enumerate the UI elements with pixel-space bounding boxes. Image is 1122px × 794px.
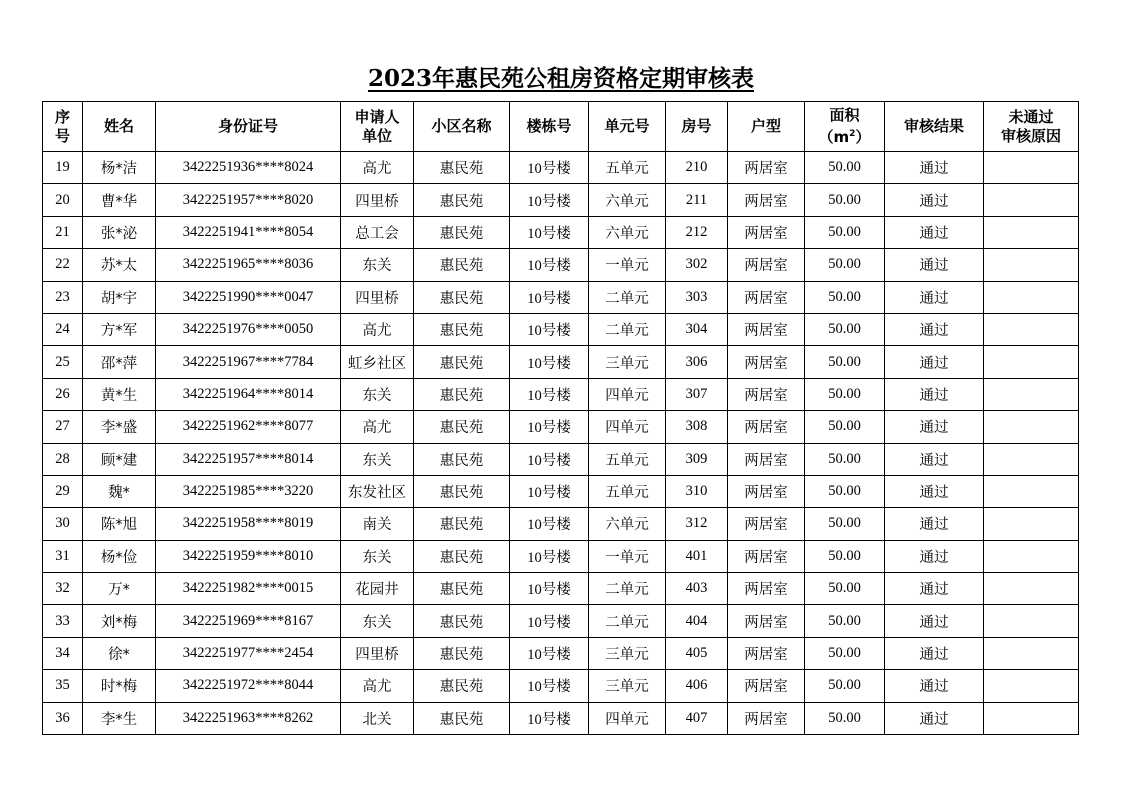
cell-reason (984, 378, 1079, 410)
cell-community: 惠民苑 (414, 249, 510, 281)
table-row (43, 411, 1079, 443)
cell-unit-no: 五单元 (589, 475, 666, 507)
cell-result: 通过 (885, 249, 984, 281)
page-title: 2023年惠民苑公租房资格定期审核表 (367, 65, 754, 92)
cell-unit-no: 二单元 (589, 281, 666, 313)
cell-result: 通过 (885, 346, 984, 378)
cell-room: 405 (666, 637, 728, 669)
cell-building: 10号楼 (510, 443, 589, 475)
cell-applicant-unit: 北关 (341, 702, 414, 734)
cell-seq: 33 (43, 605, 83, 637)
cell-area: 50.00 (805, 475, 885, 507)
cell-applicant-unit: 四里桥 (341, 184, 414, 216)
cell-seq: 21 (43, 216, 83, 248)
cell-reason (984, 605, 1079, 637)
cell-name: 张*泌 (83, 216, 156, 248)
cell-room: 401 (666, 540, 728, 572)
cell-result: 通过 (885, 216, 984, 248)
cell-area: 50.00 (805, 605, 885, 637)
table-row (43, 637, 1079, 669)
cell-room: 211 (666, 184, 728, 216)
table-row (43, 152, 1079, 184)
header-area: 面积 $(m^2)$ (805, 102, 885, 152)
cell-reason (984, 216, 1079, 248)
cell-type: 两居室 (728, 152, 805, 184)
cell-building: 10号楼 (510, 281, 589, 313)
table-row (43, 443, 1079, 475)
cell-applicant-unit: 高尤 (341, 313, 414, 345)
cell-building: 10号楼 (510, 216, 589, 248)
cell-seq: 28 (43, 443, 83, 475)
cell-applicant-unit: 高尤 (341, 152, 414, 184)
cell-building: 10号楼 (510, 313, 589, 345)
cell-id: 3422251941****8054 (156, 216, 341, 248)
table-row (43, 313, 1079, 345)
cell-building: 10号楼 (510, 702, 589, 734)
cell-result: 通过 (885, 573, 984, 605)
cell-name: 魏* (83, 475, 156, 507)
cell-room: 310 (666, 475, 728, 507)
header-reason: 未通过 审核原因 (984, 102, 1079, 152)
cell-seq: 32 (43, 573, 83, 605)
cell-type: 两居室 (728, 249, 805, 281)
cell-result: 通过 (885, 378, 984, 410)
cell-building: 10号楼 (510, 378, 589, 410)
cell-result: 通过 (885, 605, 984, 637)
cell-id: 3422251990****0047 (156, 281, 341, 313)
cell-seq: 20 (43, 184, 83, 216)
cell-reason (984, 702, 1079, 734)
cell-result: 通过 (885, 443, 984, 475)
cell-reason (984, 313, 1079, 345)
cell-result: 通过 (885, 670, 984, 702)
table-row (43, 475, 1079, 507)
cell-applicant-unit: 总工会 (341, 216, 414, 248)
cell-community: 惠民苑 (414, 605, 510, 637)
cell-id: 3422251985****3220 (156, 475, 341, 507)
cell-building: 10号楼 (510, 540, 589, 572)
header-result: 审核结果 (885, 102, 984, 152)
cell-type: 两居室 (728, 443, 805, 475)
cell-type: 两居室 (728, 670, 805, 702)
cell-id: 3422251969****8167 (156, 605, 341, 637)
cell-unit-no: 五单元 (589, 443, 666, 475)
cell-result: 通过 (885, 475, 984, 507)
cell-community: 惠民苑 (414, 508, 510, 540)
cell-area: 50.00 (805, 540, 885, 572)
cell-reason (984, 508, 1079, 540)
cell-name: 曹*华 (83, 184, 156, 216)
cell-id: 3422251977****2454 (156, 637, 341, 669)
cell-applicant-unit: 虹乡社区 (341, 346, 414, 378)
cell-room: 312 (666, 508, 728, 540)
cell-unit-no: 四单元 (589, 702, 666, 734)
cell-area: 50.00 (805, 702, 885, 734)
cell-seq: 29 (43, 475, 83, 507)
cell-seq: 26 (43, 378, 83, 410)
cell-area: 50.00 (805, 670, 885, 702)
cell-seq: 27 (43, 411, 83, 443)
cell-unit-no: 三单元 (589, 670, 666, 702)
header-name: 姓名 (83, 102, 156, 152)
cell-result: 通过 (885, 702, 984, 734)
cell-name: 杨*俭 (83, 540, 156, 572)
cell-name: 时*梅 (83, 670, 156, 702)
cell-id: 3422251936****8024 (156, 152, 341, 184)
cell-reason (984, 637, 1079, 669)
cell-building: 10号楼 (510, 346, 589, 378)
cell-room: 407 (666, 702, 728, 734)
cell-name: 邵*萍 (83, 346, 156, 378)
cell-type: 两居室 (728, 508, 805, 540)
cell-community: 惠民苑 (414, 637, 510, 669)
cell-id: 3422251957****8014 (156, 443, 341, 475)
table-row (43, 281, 1079, 313)
cell-type: 两居室 (728, 637, 805, 669)
cell-community: 惠民苑 (414, 346, 510, 378)
cell-applicant-unit: 东发社区 (341, 475, 414, 507)
table-row (43, 378, 1079, 410)
cell-community: 惠民苑 (414, 313, 510, 345)
cell-name: 徐* (83, 637, 156, 669)
cell-building: 10号楼 (510, 605, 589, 637)
header-row (43, 102, 1079, 152)
cell-area: 50.00 (805, 346, 885, 378)
cell-name: 李*盛 (83, 411, 156, 443)
cell-type: 两居室 (728, 378, 805, 410)
cell-area: 50.00 (805, 152, 885, 184)
cell-type: 两居室 (728, 313, 805, 345)
cell-unit-no: 一单元 (589, 540, 666, 572)
cell-community: 惠民苑 (414, 184, 510, 216)
cell-id: 3422251959****8010 (156, 540, 341, 572)
cell-applicant-unit: 四里桥 (341, 637, 414, 669)
cell-type: 两居室 (728, 605, 805, 637)
header-applicant-unit: 申请人 单位 (341, 102, 414, 152)
cell-area: 50.00 (805, 184, 885, 216)
cell-name: 苏*太 (83, 249, 156, 281)
cell-community: 惠民苑 (414, 475, 510, 507)
cell-result: 通过 (885, 508, 984, 540)
cell-building: 10号楼 (510, 670, 589, 702)
cell-id: 3422251962****8077 (156, 411, 341, 443)
cell-seq: 35 (43, 670, 83, 702)
cell-applicant-unit: 南关 (341, 508, 414, 540)
table-row (43, 249, 1079, 281)
cell-unit-no: 四单元 (589, 411, 666, 443)
cell-reason (984, 540, 1079, 572)
cell-result: 通过 (885, 540, 984, 572)
cell-id: 3422251972****8044 (156, 670, 341, 702)
cell-building: 10号楼 (510, 152, 589, 184)
cell-result: 通过 (885, 281, 984, 313)
cell-unit-no: 二单元 (589, 605, 666, 637)
cell-room: 303 (666, 281, 728, 313)
cell-seq: 34 (43, 637, 83, 669)
header-building: 楼栋号 (510, 102, 589, 152)
cell-building: 10号楼 (510, 637, 589, 669)
header-id: 身份证号 (156, 102, 341, 152)
review-table (42, 101, 1079, 735)
cell-seq: 19 (43, 152, 83, 184)
cell-room: 210 (666, 152, 728, 184)
cell-reason (984, 281, 1079, 313)
table-row (43, 573, 1079, 605)
cell-type: 两居室 (728, 702, 805, 734)
cell-reason (984, 346, 1079, 378)
cell-applicant-unit: 东关 (341, 605, 414, 637)
table-row (43, 605, 1079, 637)
table-row (43, 702, 1079, 734)
cell-community: 惠民苑 (414, 411, 510, 443)
cell-applicant-unit: 东关 (341, 443, 414, 475)
cell-result: 通过 (885, 152, 984, 184)
cell-room: 404 (666, 605, 728, 637)
cell-reason (984, 411, 1079, 443)
cell-reason (984, 152, 1079, 184)
cell-unit-no: 二单元 (589, 313, 666, 345)
cell-applicant-unit: 东关 (341, 249, 414, 281)
cell-unit-no: 六单元 (589, 184, 666, 216)
cell-area: 50.00 (805, 216, 885, 248)
cell-seq: 22 (43, 249, 83, 281)
cell-id: 3422251963****8262 (156, 702, 341, 734)
cell-building: 10号楼 (510, 573, 589, 605)
header-seq: 序 号 (43, 102, 83, 152)
cell-type: 两居室 (728, 346, 805, 378)
cell-community: 惠民苑 (414, 573, 510, 605)
cell-area: 50.00 (805, 411, 885, 443)
cell-area: 50.00 (805, 637, 885, 669)
cell-room: 308 (666, 411, 728, 443)
cell-seq: 36 (43, 702, 83, 734)
cell-building: 10号楼 (510, 508, 589, 540)
cell-reason (984, 184, 1079, 216)
cell-unit-no: 五单元 (589, 152, 666, 184)
header-type: 户型 (728, 102, 805, 152)
cell-name: 方*军 (83, 313, 156, 345)
cell-area: 50.00 (805, 378, 885, 410)
table-row (43, 184, 1079, 216)
cell-applicant-unit: 高尤 (341, 411, 414, 443)
cell-type: 两居室 (728, 216, 805, 248)
cell-name: 刘*梅 (83, 605, 156, 637)
cell-building: 10号楼 (510, 249, 589, 281)
cell-seq: 30 (43, 508, 83, 540)
cell-applicant-unit: 花园井 (341, 573, 414, 605)
cell-name: 万* (83, 573, 156, 605)
cell-unit-no: 三单元 (589, 637, 666, 669)
cell-unit-no: 六单元 (589, 216, 666, 248)
header-room: 房号 (666, 102, 728, 152)
cell-type: 两居室 (728, 411, 805, 443)
cell-room: 306 (666, 346, 728, 378)
cell-area: 50.00 (805, 313, 885, 345)
header-unit-no: 单元号 (589, 102, 666, 152)
cell-unit-no: 一单元 (589, 249, 666, 281)
cell-type: 两居室 (728, 475, 805, 507)
header-community: 小区名称 (414, 102, 510, 152)
cell-id: 3422251957****8020 (156, 184, 341, 216)
cell-room: 403 (666, 573, 728, 605)
cell-area: 50.00 (805, 443, 885, 475)
cell-applicant-unit: 东关 (341, 378, 414, 410)
cell-type: 两居室 (728, 540, 805, 572)
cell-room: 309 (666, 443, 728, 475)
cell-result: 通过 (885, 313, 984, 345)
cell-room: 302 (666, 249, 728, 281)
cell-room: 307 (666, 378, 728, 410)
cell-building: 10号楼 (510, 184, 589, 216)
cell-room: 212 (666, 216, 728, 248)
cell-type: 两居室 (728, 184, 805, 216)
cell-community: 惠民苑 (414, 281, 510, 313)
cell-unit-no: 三单元 (589, 346, 666, 378)
cell-room: 406 (666, 670, 728, 702)
cell-seq: 24 (43, 313, 83, 345)
cell-unit-no: 二单元 (589, 573, 666, 605)
cell-building: 10号楼 (510, 411, 589, 443)
cell-unit-no: 六单元 (589, 508, 666, 540)
cell-name: 顾*建 (83, 443, 156, 475)
cell-community: 惠民苑 (414, 670, 510, 702)
cell-area: 50.00 (805, 249, 885, 281)
cell-id: 3422251976****0050 (156, 313, 341, 345)
cell-id: 3422251964****8014 (156, 378, 341, 410)
cell-area: 50.00 (805, 508, 885, 540)
cell-reason (984, 573, 1079, 605)
cell-applicant-unit: 四里桥 (341, 281, 414, 313)
cell-result: 通过 (885, 184, 984, 216)
cell-reason (984, 670, 1079, 702)
cell-reason (984, 475, 1079, 507)
cell-name: 陈*旭 (83, 508, 156, 540)
cell-area: 50.00 (805, 573, 885, 605)
cell-type: 两居室 (728, 573, 805, 605)
cell-id: 3422251965****8036 (156, 249, 341, 281)
cell-community: 惠民苑 (414, 216, 510, 248)
cell-name: 李*生 (83, 702, 156, 734)
cell-id: 3422251982****0015 (156, 573, 341, 605)
cell-community: 惠民苑 (414, 378, 510, 410)
cell-reason (984, 249, 1079, 281)
cell-community: 惠民苑 (414, 443, 510, 475)
cell-type: 两居室 (728, 281, 805, 313)
cell-name: 胡*宇 (83, 281, 156, 313)
cell-room: 304 (666, 313, 728, 345)
table-row (43, 508, 1079, 540)
cell-name: 杨*洁 (83, 152, 156, 184)
table-row (43, 216, 1079, 248)
cell-building: 10号楼 (510, 475, 589, 507)
cell-applicant-unit: 高尤 (341, 670, 414, 702)
cell-id: 3422251967****7784 (156, 346, 341, 378)
cell-area: 50.00 (805, 281, 885, 313)
table-row (43, 670, 1079, 702)
cell-id: 3422251958****8019 (156, 508, 341, 540)
table-row (43, 346, 1079, 378)
cell-result: 通过 (885, 637, 984, 669)
cell-reason (984, 443, 1079, 475)
cell-community: 惠民苑 (414, 152, 510, 184)
cell-community: 惠民苑 (414, 702, 510, 734)
cell-seq: 23 (43, 281, 83, 313)
cell-applicant-unit: 东关 (341, 540, 414, 572)
cell-name: 黄*生 (83, 378, 156, 410)
cell-community: 惠民苑 (414, 540, 510, 572)
cell-result: 通过 (885, 411, 984, 443)
table-row (43, 540, 1079, 572)
cell-seq: 31 (43, 540, 83, 572)
cell-unit-no: 四单元 (589, 378, 666, 410)
cell-seq: 25 (43, 346, 83, 378)
